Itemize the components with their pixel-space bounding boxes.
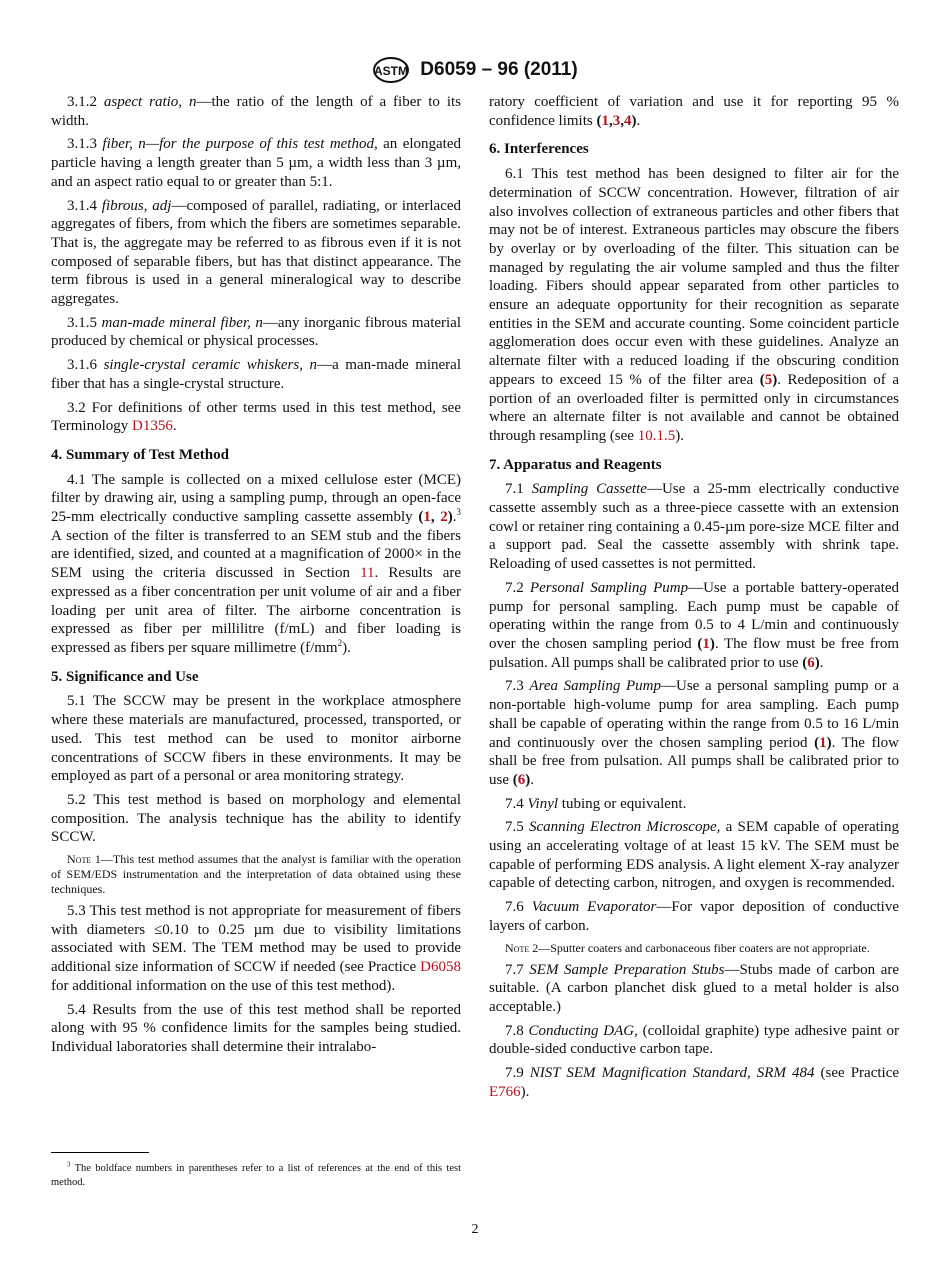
text-run: Vacuum Evaporator xyxy=(531,899,657,916)
reference-link[interactable]: 1 xyxy=(601,112,609,129)
reference-link[interactable]: 4 xyxy=(623,112,632,129)
right-column xyxy=(489,93,899,1106)
reference-link[interactable]: 10.1.5 xyxy=(637,427,676,444)
reference-link[interactable]: 6 xyxy=(517,771,526,788)
text-run: ( xyxy=(697,635,703,652)
reference-link[interactable]: D6058 xyxy=(420,959,461,976)
text-run: Note xyxy=(67,852,92,867)
text-run: 5.4 Results from the use of this test method shall be reported along with 95 % confidence limits for the samples being studied. Individual laboratories shall determine their intralabo- xyxy=(51,1001,461,1055)
note xyxy=(489,941,899,956)
text-run: 4. Summary of Test Method xyxy=(51,446,229,463)
text-run: Note xyxy=(505,940,530,955)
text-run: a SEM capable of operating using an accelerating voltage of at least 15 kV. The SEM must be capable of performing EDS analysis. A light element X-ray analyzer capable of detecting carbon, nitrogen, and oxygen is recommended. xyxy=(489,819,899,892)
text-run: (see Practice xyxy=(814,1065,900,1082)
text-run: . Results are expressed as a fiber concentration per unit volume of air and a fiber loading per unit area of filter. The airborne concentration is expressed as fiber per millilitre (f/mL) and fiber loading is expressed as fibers per square millimetre (f/mm xyxy=(51,565,462,656)
paragraph xyxy=(51,471,461,658)
text-run: for additional information on the use of this test method). xyxy=(51,977,396,994)
text-run: ( xyxy=(814,734,820,751)
text-run: —Stubs made of carbon are suitable. (A carbon planchet disk glued to a metal holder is also acceptable.) xyxy=(489,961,900,1015)
text-run: 5. Significance and Use xyxy=(51,668,199,685)
text-run: ) xyxy=(814,654,820,671)
reference-link[interactable]: 3 xyxy=(612,112,621,129)
section-heading xyxy=(489,140,899,159)
page-number: 2 xyxy=(471,1222,479,1237)
reference-link[interactable]: 1 xyxy=(819,734,827,751)
text-run: ( xyxy=(802,654,808,671)
text-run: 5.2 This test method is based on morphology and elemental composition. The analysis technique has the ability to identify SCCW. xyxy=(51,791,461,846)
paragraph xyxy=(51,902,461,996)
paragraph xyxy=(51,135,461,191)
text-run: aspect ratio, n xyxy=(103,94,197,110)
section-heading xyxy=(489,456,899,475)
paragraph xyxy=(51,93,461,130)
text-run: 3.1.5 xyxy=(67,314,102,331)
paragraph xyxy=(489,165,899,446)
text-run: ) xyxy=(631,112,637,129)
text-run: ratory coefficient of variation and use it for reporting 95 % confidence limits xyxy=(489,94,899,129)
text-run: ( xyxy=(418,509,424,526)
text-run: ( xyxy=(759,371,765,388)
footnote-ref: 3 xyxy=(456,507,461,518)
paragraph xyxy=(51,399,461,436)
paragraph xyxy=(51,197,461,309)
paragraph xyxy=(489,677,899,789)
text-run: 3.1.4 xyxy=(67,197,102,214)
text-run: ) xyxy=(826,734,832,751)
reference-link[interactable]: 1 xyxy=(423,509,431,526)
text-run: single-crystal ceramic whiskers, n xyxy=(103,357,318,374)
text-run: ). xyxy=(342,639,351,656)
text-run: 7.8 xyxy=(505,1022,529,1039)
page-header xyxy=(0,56,950,84)
text-run: ( xyxy=(596,112,602,129)
paragraph xyxy=(489,961,899,1017)
text-run: . xyxy=(452,509,457,526)
paragraph xyxy=(51,692,461,786)
text-run: 6. Interferences xyxy=(489,141,589,158)
paragraph xyxy=(51,356,461,393)
text-run: man-made mineral fiber, n xyxy=(101,314,263,331)
footnote-text: The boldface numbers in parentheses refer to a list of references at the end of this test method. xyxy=(51,1163,461,1188)
paragraph xyxy=(51,791,461,847)
note xyxy=(51,852,461,897)
text-run: 7.7 xyxy=(505,961,530,978)
text-run: . xyxy=(636,112,641,129)
paragraph xyxy=(489,480,899,574)
text-run: fiber, n—for the purpose of this test method xyxy=(102,136,374,153)
text-run: —Use a 25-mm electrically conductive cassette assembly such as a three-piece cassette with an extension cowl or retainer ring containing a 0.45-µm pore-size MCE filter and a support pad. Seal the cassette assembly with shrink tape. Reloading of used cassettes is not permitted. xyxy=(489,481,900,573)
text-run: 5.1 The SCCW may be present in the workplace atmosphere where these materials are manufactured, processed, transported, or used. This test method can be used to monitor airborne concentrations of SCCW fibers in these environments. It may be employed as part of a personal or area monitoring strategy. xyxy=(51,693,461,785)
text-run: —any inorganic fibrous material produced by chemical or physical processes. xyxy=(51,314,462,350)
text-run: 3.1.3 xyxy=(67,136,103,153)
text-run: , xyxy=(620,112,624,129)
text-run: 7.9 xyxy=(505,1065,530,1082)
text-run: ) xyxy=(447,509,453,526)
text-run: . The flow shall be free from pulsation. All pumps shall be calibrated prior to use xyxy=(489,734,900,788)
text-run: 1—This test method assumes that the analyst is familiar with the operation of SEM/EDS instrumentation and the interpretation of data obtained using these techniques. xyxy=(51,852,461,897)
text-run: 7.3 xyxy=(505,678,530,695)
text-run: ) xyxy=(709,635,715,652)
footnote-ref: 2 xyxy=(337,637,343,648)
footnote-divider xyxy=(51,1152,149,1153)
text-run: Area Sampling Pump xyxy=(529,678,661,695)
text-run: 7.4 xyxy=(505,795,528,812)
text-run: . xyxy=(530,771,534,788)
text-run: 4.1 The sample is collected on a mixed cellulose ester (MCE) filter by drawing air, using a sampling pump, through an open-face 25-mm electrically conductive sampling cassette assembly xyxy=(51,471,461,526)
text-run: , xyxy=(430,509,441,526)
text-run: Scanning Electron Microscope, xyxy=(528,819,721,836)
text-run: SEM Sample Preparation Stubs xyxy=(529,961,725,978)
text-run: . Redeposition of a portion of an overloaded filter is permitted only in circumstances where an alternate filter is not available and cannot be obtained through resampling (see xyxy=(489,371,899,444)
document-designation: D6059 – 96 (2011) xyxy=(420,59,578,80)
text-run: —Use a personal sampling pump or a non-portable high-volume pump for area sampling. Each pump shall be capable of operating within the range from 0.5 to 16 L/min and continuously over the chosen sampling period xyxy=(489,678,900,751)
text-run: Sampling Cassette xyxy=(531,481,647,498)
section-heading xyxy=(51,446,461,465)
paragraph xyxy=(489,818,899,893)
text-run: 3.2 For definitions of other terms used in this test method, see Terminology xyxy=(51,399,461,435)
text-run: 7.1 xyxy=(505,481,532,498)
text-run: —For vapor deposition of conductive layers of carbon. xyxy=(489,899,899,934)
paragraph xyxy=(489,93,899,130)
text-run: , xyxy=(608,112,613,129)
text-run: 3.1.6 xyxy=(67,357,104,374)
reference-link[interactable]: 2 xyxy=(440,509,448,526)
paragraph xyxy=(489,898,899,935)
text-run: , an elongated particle having a length greater than 5 µm, a width less than 3 µm, and an aspect ratio equal to or greater than 5:1. xyxy=(51,136,462,190)
text-run: . xyxy=(172,418,177,435)
left-column xyxy=(51,93,461,1062)
text-run: 7. Apparatus and Reagents xyxy=(489,456,662,473)
text-run: —a man-made mineral fiber that has a single-crystal structure. xyxy=(51,357,462,392)
text-run: ( xyxy=(512,771,518,788)
paragraph xyxy=(489,1022,899,1059)
paragraph xyxy=(489,795,899,814)
text-run: —composed of parallel, radiating, or interlaced aggregates of fibers, from which the fibers are sometimes separable. That is, the aggregate may be referred to as fibrous even if it is not composed of separable fibers, but has that distinct appearance. The term fibrous is used in a general mineralogical way to describe aggregates. xyxy=(51,197,462,308)
paragraph xyxy=(489,1064,899,1101)
text-run: —the ratio of the length of a fiber to its width. xyxy=(51,94,461,129)
text-run: Vinyl xyxy=(527,795,559,812)
text-run: 7.6 xyxy=(505,899,532,916)
paragraph xyxy=(51,314,461,351)
text-run: ). xyxy=(520,1083,530,1100)
footnote-mark: 3 xyxy=(67,1160,71,1169)
text-run: tubing or equivalent. xyxy=(558,795,687,812)
text-run: (colloidal graphite) type adhesive paint or double-sided conductive carbon tape. xyxy=(489,1022,899,1058)
svg-text:ASTM: ASTM xyxy=(374,64,409,78)
text-run: . The flow must be free from pulsation. All pumps shall be calibrated prior to use xyxy=(489,635,899,671)
text-run: ) xyxy=(525,771,531,788)
text-run: —Use a portable battery-operated pump for personal sampling. Each pump must be capable of operating within the range from 0.5 to 4 L/min and continuously over the chosen sampling period xyxy=(489,579,900,652)
text-run: 6.1 This test method has been designed to filter air for the determination of SCCW concentration. However, filtration of air also involves collection of extraneous particles and other fibers that may not be of interest. Extraneous particles may obscure the fibers by overlay or by overloading of the filter. This situation can be managed by regulating the air volume sampled and thus the filter loading. Fibers should appear separated from other particles to ensure an adequate opportunity for their recognition as separate entities in the SEM and accurate counting. Some coincident particle agglomeration does occur even with these guidelines. Analyze an alternate filter with a reduced loading if the obscuring condition appears to exceed 15 % of the filter area xyxy=(489,166,899,388)
text-run: fibrous, adj xyxy=(101,197,172,214)
reference-link[interactable]: 1 xyxy=(702,635,710,652)
reference-link[interactable]: 5 xyxy=(764,371,773,388)
text-run: 3.1.2 xyxy=(67,94,104,110)
astm-logo-icon xyxy=(372,56,410,84)
reference-link[interactable]: 6 xyxy=(807,654,815,671)
paragraph xyxy=(489,579,899,673)
text-run: A section of the filter is transferred to an SEM stub and the fibers are identified, sized, and counted at a magnification of 2000× in the SEM using the criteria discussed in Section xyxy=(51,527,461,582)
reference-link[interactable]: 11 xyxy=(360,565,375,582)
paragraph xyxy=(51,1001,461,1057)
text-run: ) xyxy=(772,371,778,388)
text-run: 2—Sputter coaters and carbonaceous fiber coaters are not appropriate. xyxy=(529,940,870,955)
text-run: 7.2 xyxy=(505,579,530,596)
text-run: 5.3 This test method is not appropriate for measurement of fibers with diameters ≤0.10 to 0.25 µm due to visibility limitations associated with SEM. The TEM method may be used to provide additional size information of SCCW if needed (see Practice xyxy=(51,903,461,976)
text-run: Conducting DAG, xyxy=(528,1022,638,1039)
text-run: ). xyxy=(675,427,684,444)
text-run: NIST SEM Magnification Standard, SRM 484 xyxy=(529,1065,815,1082)
footnote xyxy=(51,1162,461,1190)
text-run: 7.5 xyxy=(505,819,529,836)
text-run: Personal Sampling Pump xyxy=(529,579,689,596)
reference-link[interactable]: E766 xyxy=(489,1083,521,1100)
text-run: . xyxy=(819,654,824,671)
section-heading xyxy=(51,668,461,687)
reference-link[interactable]: D1356 xyxy=(132,418,173,435)
